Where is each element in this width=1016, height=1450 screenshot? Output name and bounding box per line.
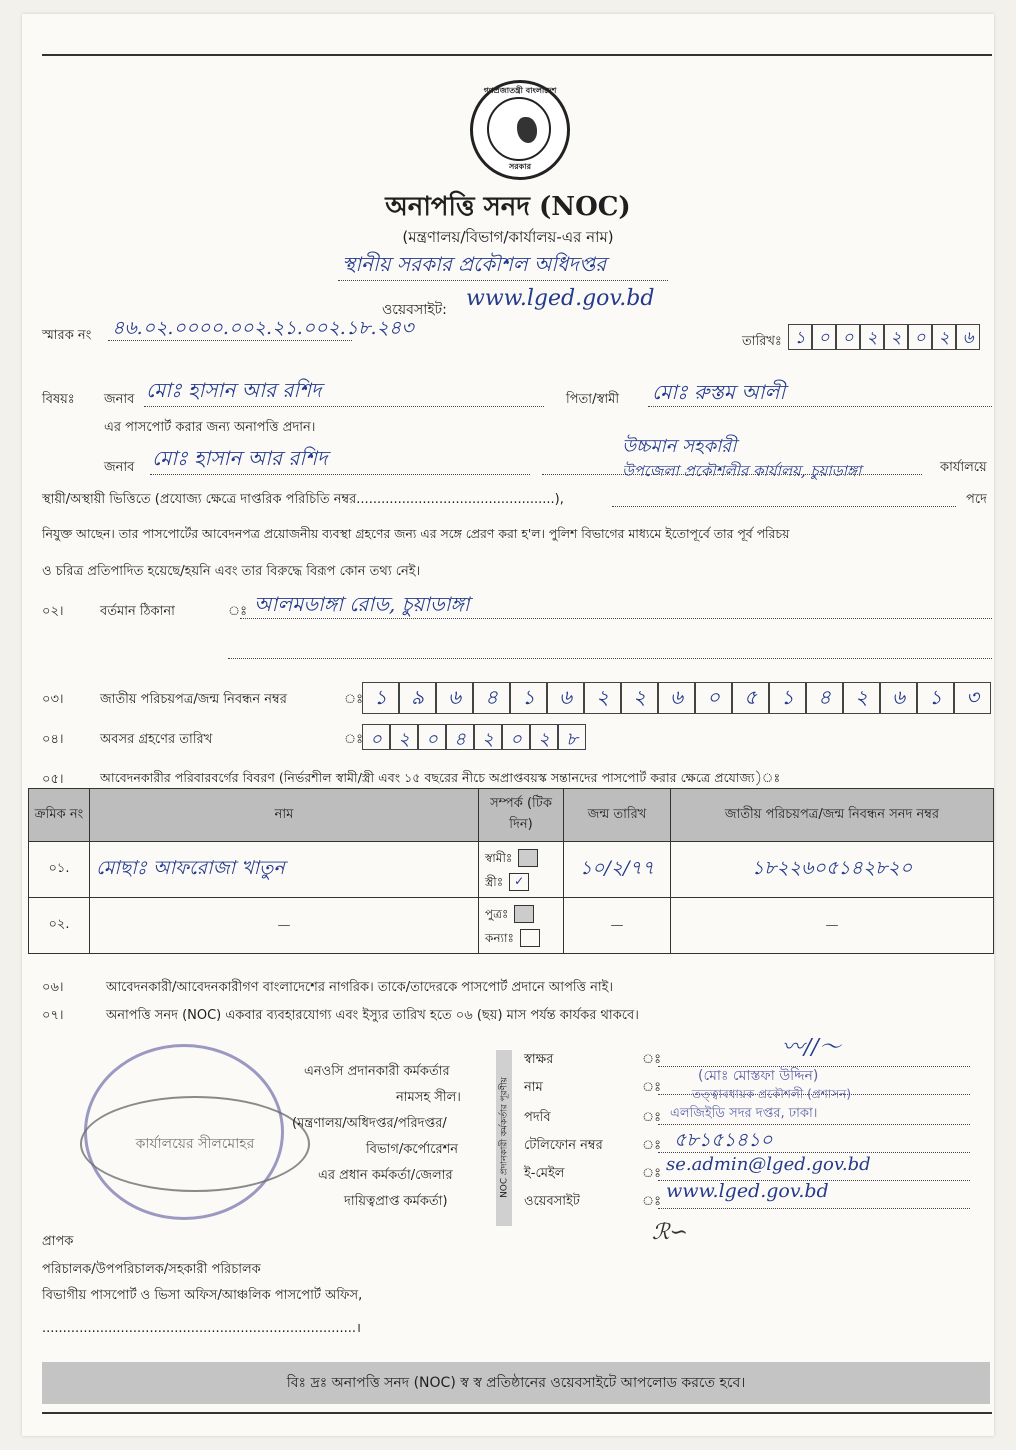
item-05-text: আবেদনকারীর পরিবারবর্গের বিবরণ (নির্ভরশীল স্বামী/স্ত্রী এবং ১৫ বছরের নীচে অপ্রাপ্তবয়স্ক সন্তানদের পাসপোর্ট করার ক্ষেত্রে প্রযোজ্য)ঃ	[100, 770, 781, 785]
relation-husband-label: স্বামীঃ	[485, 850, 513, 865]
body-line2: স্থায়ী/অস্থায়ী ভিত্তিতে (প্রযোজ্য ক্ষেত্রে দাপ্তরিক পরিচিতি নম্বর................................................),	[42, 492, 564, 507]
stamp-title: তত্ত্বাবধায়ক প্রকৌশলী (প্রশাসন)	[692, 1087, 852, 1101]
address-line-1	[240, 618, 992, 619]
item-05-number: ০৫।	[42, 772, 64, 787]
field-website-label: ওয়েবসাইট	[524, 1194, 580, 1209]
field-signature-label: স্বাক্ষর	[524, 1052, 554, 1067]
body-line2-dots	[612, 506, 956, 507]
father-name-line	[648, 406, 992, 407]
wife-checkbox-checked[interactable]: ✓	[509, 873, 529, 891]
item-02-number: ০২।	[42, 604, 64, 619]
issuer-line-6: দায়িত্বপ্রাপ্ত কর্মকর্তা)	[344, 1194, 448, 1209]
relation-husband	[485, 846, 557, 870]
field-website-value: www.lged.gov.bd	[666, 1180, 829, 1202]
subject-name-line	[144, 406, 544, 407]
recipient-line-2: বিভাগীয় পাসপোর্ট ও ভিসা অফিস/আঞ্চলিক পাসপোর্ট অফিস,	[42, 1288, 363, 1303]
office-name-handwritten: স্থানীয় সরকার প্রকৌশল অধিদপ্তর	[342, 252, 607, 276]
footer-note: বিঃ দ্রঃ অনাপত্তি সনদ (NOC) স্ব স্ব প্রতিষ্ঠানের ওয়েবসাইটে আপলোড করতে হবে।	[286, 1375, 746, 1391]
top-rule	[42, 54, 992, 56]
row-dob-value: —	[610, 918, 624, 933]
retirement-digit: ০	[502, 724, 530, 750]
table-row	[29, 842, 994, 898]
issuer-line-1: এনওসি প্রদানকারী কর্মকর্তার	[304, 1064, 450, 1079]
subject-name: মোঃ হাসান আর রশিদ	[146, 378, 322, 402]
nid-boxes	[362, 682, 991, 714]
document-title: অনাপত্তি সনদ (NOC)	[385, 192, 631, 222]
nid-digit: ২	[621, 682, 658, 714]
item-03-colon: ঃ	[344, 692, 364, 707]
row-serial: ০২.	[29, 898, 90, 954]
row-relation	[479, 898, 564, 954]
nid-digit: ২	[584, 682, 621, 714]
table-row	[29, 898, 994, 954]
date-digit: ০	[908, 324, 932, 350]
current-address: আলমডাঙ্গা রোড, চুয়াডাঙ্গা	[254, 592, 470, 616]
note-07-number: ০৭।	[42, 1008, 64, 1023]
field-email-label: ই-মেইল	[524, 1166, 565, 1181]
retirement-digit: ৪	[446, 724, 474, 750]
office-name-line	[338, 280, 668, 281]
item-03-label: জাতীয় পরিচয়পত্র/জন্ম নিবন্ধন নম্বর	[100, 692, 287, 707]
item-04-number: ০৪।	[42, 732, 64, 747]
initials-scribble: ℛ∽	[652, 1220, 688, 1245]
website-label: ওয়েবসাইট:	[382, 302, 447, 318]
field-phone-colon: ঃ	[642, 1138, 662, 1153]
document-subtitle: (মন্ত্রণালয়/বিভাগ/কার্যালয়-এর নাম)	[402, 228, 614, 246]
nid-digit: ১	[510, 682, 547, 714]
retirement-digit: ২	[390, 724, 418, 750]
issuer-line-4: বিভাগ/কর্পোরেশন	[366, 1142, 459, 1157]
item-02-label: বর্তমান ঠিকানা	[100, 604, 175, 619]
recipient-line-3: ............................................................................।	[42, 1321, 361, 1336]
retirement-digit: ০	[362, 724, 390, 750]
subject-label: বিষয়ঃ	[42, 392, 75, 407]
relation-wife-label: স্ত্রীঃ	[485, 874, 504, 889]
field-designation-label: পদবি	[524, 1110, 551, 1125]
retirement-digit: ৮	[558, 724, 586, 750]
retirement-digit: ২	[474, 724, 502, 750]
nid-digit: ৬	[547, 682, 584, 714]
row-name-value: —	[277, 918, 291, 933]
retirement-date-boxes	[362, 724, 586, 750]
retirement-digit: ০	[418, 724, 446, 750]
field-email-colon: ঃ	[642, 1166, 662, 1181]
note-06-text: আবেদনকারী/আবেদনকারীগণ বাংলাদেশের নাগরিক। তাকে/তাদেরকে পাসপোর্ট প্রদানে আপত্তি নাই।	[106, 980, 614, 995]
nid-digit: ০	[695, 682, 732, 714]
relation-wife	[485, 870, 557, 894]
note-07-text: অনাপত্তি সনদ (NOC) একবার ব্যবহারযোগ্য এবং ইস্যুর তারিখ হতে ০৬ (ছয়) মাস পর্যন্ত কার্যকর থাকবে।	[106, 1008, 639, 1023]
nid-digit: ৬	[658, 682, 695, 714]
recipient-label: প্রাপক	[42, 1234, 74, 1249]
nid-digit: ১	[917, 682, 954, 714]
date-digit: ১	[788, 324, 812, 350]
item-03-number: ০৩।	[42, 692, 64, 707]
field-phone-value: ৫৮১৫১৪১০	[674, 1129, 773, 1151]
relation-son	[485, 902, 557, 926]
body-name: মোঃ হাসান আর রশিদ	[152, 446, 328, 470]
item-04-label: অবসর গ্রহণের তারিখ	[100, 732, 213, 747]
seal-text-bottom: সরকার	[508, 162, 531, 171]
col-dob: জন্ম তারিখ	[564, 789, 671, 842]
subject-line2: এর পাসপোর্ট করার জন্য অনাপত্তি প্রদান।	[104, 420, 316, 435]
date-boxes	[788, 324, 980, 350]
subject-janab: জনাব	[104, 392, 135, 407]
row-name-value: মোছাঃ আফরোজা খাতুন	[96, 856, 285, 879]
date-label: তারিখঃ	[742, 334, 782, 349]
field-name-colon: ঃ	[642, 1080, 662, 1095]
body-line4: ও চরিত্র প্রতিপাদিত হয়েছে/হয়নি এবং তার বিরুদ্ধে বিরূপ কোন তথ্য নেই।	[42, 564, 421, 579]
date-digit: ২	[884, 324, 908, 350]
nid-digit: ৬	[436, 682, 473, 714]
row-dob	[564, 842, 671, 898]
retirement-digit: ২	[530, 724, 558, 750]
row-name	[90, 898, 479, 954]
body-office: উপজেলা প্রকৌশলীর কার্যালয়, চুয়াডাঙ্গা	[622, 462, 862, 480]
relation-daughter	[485, 926, 557, 950]
field-email-value: se.admin@lged.gov.bd	[666, 1154, 871, 1175]
table-header-row	[29, 789, 994, 842]
field-designation-colon: ঃ	[642, 1110, 662, 1125]
body-designation: উচ্চমান সহকারী	[622, 436, 737, 457]
daughter-checkbox[interactable]	[520, 929, 540, 947]
nid-digit: ৫	[732, 682, 769, 714]
nid-digit: ৪	[806, 682, 843, 714]
row-nid	[671, 898, 994, 954]
field-signature-colon: ঃ	[642, 1052, 662, 1067]
col-serial: ক্রমিক নং	[29, 789, 90, 842]
family-table	[28, 788, 994, 954]
memo-number: ৪৬.০২.০০০০.০০২.২১.০০২.১৮.২৪৩	[112, 317, 414, 339]
nid-digit: ১	[769, 682, 806, 714]
nid-digit: ৩	[954, 682, 991, 714]
relation-son-label: পুত্রঃ	[485, 906, 509, 921]
date-digit: ৬	[956, 324, 980, 350]
col-name: নাম	[90, 789, 479, 842]
issuer-line-3: (মন্ত্রণালয়/অধিদপ্তর/পরিদপ্তর/	[292, 1116, 447, 1131]
body-office-line	[542, 474, 922, 475]
item-04-colon: ঃ	[344, 732, 364, 747]
date-digit: ২	[860, 324, 884, 350]
body-line2-suffix: পদে	[966, 492, 987, 507]
nid-digit: ৯	[399, 682, 436, 714]
nid-digit: ৪	[473, 682, 510, 714]
date-digit: ০	[836, 324, 860, 350]
row-nid-value: ১৮২২৬০৫১৪২৮২০	[751, 856, 913, 879]
row-nid-value: —	[825, 918, 839, 933]
memo-line	[108, 340, 352, 341]
issuer-line-5: এর প্রধান কর্মকর্তা/জেলার	[318, 1168, 453, 1183]
field-designation-value: এলজিইডি সদর দপ্তর, ঢাকা।	[670, 1106, 818, 1121]
office-seal-label: কার্যালয়ের সীলমোহর	[135, 1136, 255, 1152]
issuer-line-2: নামসহ সীল।	[396, 1090, 461, 1105]
nid-digit: ২	[843, 682, 880, 714]
field-phone-label: টেলিফোন নম্বর	[524, 1138, 603, 1153]
body-line3: নিযুক্ত আছেন। তার পাসপোর্টের আবেদনপত্র প্রয়োজনীয় ব্যবস্থা গ্রহণের জন্য এর সঙ্গে প্রেরণ করা হ'ল। পুলিশ বিভাগের মাধ্যমে ইতোপূর্বে তার পূর্ব পরিচয়	[42, 526, 790, 541]
issuer-vertical-text: NOC প্রদানকারী কর্মকর্তার পূরণীয়	[499, 1077, 510, 1198]
body-name-line	[150, 474, 530, 475]
father-name: মোঃ রুস্তম আলী	[652, 380, 786, 404]
seal-inner-ring	[487, 97, 551, 161]
row-nid	[671, 842, 994, 898]
body-office-suffix: কার্যালয়ে	[940, 460, 987, 475]
signature-scribble: 〰∕∕〜	[782, 1035, 841, 1060]
memo-label: স্মারক নং	[42, 328, 92, 343]
row-dob-value: ১০/২/৭৭	[579, 856, 655, 879]
government-seal-icon	[470, 80, 570, 180]
field-name-label: নাম	[524, 1080, 543, 1095]
relation-daughter-label: কন্যাঃ	[485, 930, 514, 945]
row-relation	[479, 842, 564, 898]
item-02-colon: ঃ	[228, 604, 248, 619]
date-digit: ০	[812, 324, 836, 350]
noc-document	[22, 14, 994, 1436]
bangladesh-map-icon	[517, 117, 537, 143]
website-value: www.lged.gov.bd	[466, 286, 655, 311]
nid-digit: ৬	[880, 682, 917, 714]
son-checkbox[interactable]	[514, 905, 534, 923]
seal-text-top: গণপ্রজাতন্ত্রী বাংলাদেশ	[483, 86, 557, 95]
row-name	[90, 842, 479, 898]
row-serial: ০১.	[29, 842, 90, 898]
row-dob	[564, 898, 671, 954]
col-nid: জাতীয় পরিচয়পত্র/জন্ম নিবন্ধন সনদ নম্বর	[671, 789, 994, 842]
body-janab: জনাব	[104, 460, 135, 475]
father-label: পিতা/স্বামী	[566, 392, 620, 407]
recipient-line-1: পরিচালক/উপপরিচালক/সহকারী পরিচালক	[42, 1262, 261, 1277]
husband-checkbox[interactable]	[518, 849, 538, 867]
field-website-colon: ঃ	[642, 1194, 662, 1209]
nid-digit: ১	[362, 682, 399, 714]
date-digit: ২	[932, 324, 956, 350]
field-name-value: (মোঃ মোস্তফা উদ্দিন)	[698, 1068, 819, 1084]
address-line-2	[228, 658, 992, 659]
note-06-number: ০৬।	[42, 980, 64, 995]
col-relation: সম্পর্ক (টিক দিন)	[479, 789, 564, 842]
